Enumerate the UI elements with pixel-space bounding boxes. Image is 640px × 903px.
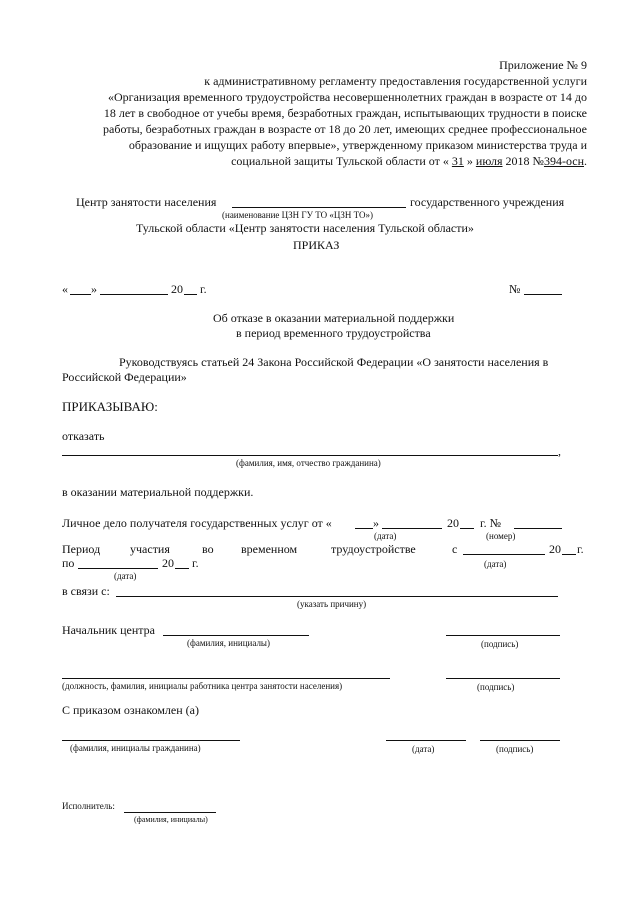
- approval-order-number: 394-осн: [543, 154, 584, 168]
- personal-file-date-caption: (дата): [374, 531, 397, 541]
- approval-period: .: [584, 154, 587, 168]
- acquainted-sign-caption: (подпись): [496, 744, 534, 754]
- head-sign-caption: (подпись): [481, 639, 519, 649]
- acquainted-label: С приказом ознакомлен (а): [62, 703, 199, 717]
- acquainted-name-blank: [62, 740, 240, 741]
- period-word-4: временном: [241, 542, 298, 556]
- approval-quote: »: [466, 154, 473, 168]
- subject-line-1: Об отказе в оказании материальной поддержки: [213, 311, 455, 325]
- period-end-year: 20: [162, 556, 174, 570]
- order-year: 20: [171, 282, 183, 296]
- basis-line-1: Руководствуясь статьей 24 Закона Российской Федерации «О занятости населения в: [119, 355, 549, 369]
- regulation-line-6: [231, 154, 587, 169]
- executor-blank: [124, 812, 216, 813]
- worker-sign-blank: [446, 678, 560, 679]
- executor-caption: (фамилия, инициалы): [134, 815, 208, 824]
- period-start-caption: (дата): [484, 559, 507, 569]
- period-to-label: по: [62, 556, 75, 570]
- reason-blank: [116, 596, 558, 597]
- citizen-name-comma: ,: [558, 444, 561, 458]
- document-title: ПРИКАЗ: [293, 238, 340, 252]
- acquainted-date-blank: [386, 740, 466, 741]
- worker-caption: (должность, фамилия, инициалы работника центра занятости населения): [62, 681, 343, 691]
- order-month-blank: [100, 294, 168, 295]
- order-number-blank: [524, 294, 562, 295]
- period-end-year-suffix: г.: [192, 556, 199, 570]
- acquainted-name-caption: (фамилия, инициалы гражданина): [70, 743, 201, 753]
- basis-line-2: Российской Федерации»: [62, 370, 187, 384]
- worker-name-blank: [62, 678, 390, 679]
- period-word-3: во: [202, 542, 214, 556]
- head-name-blank: [163, 635, 309, 636]
- head-label: Начальник центра: [62, 623, 155, 637]
- head-name-caption: (фамилия, инициалы): [187, 638, 270, 648]
- org-name-caption: (наименование ЦЗН ГУ ТО «ЦЗН ТО»): [222, 210, 373, 220]
- approval-year-no: 2018 №: [505, 154, 544, 168]
- acquainted-date-caption: (дата): [412, 744, 435, 754]
- order-heading: ПРИКАЗЫВАЮ:: [62, 399, 158, 414]
- period-end-year-blank: [175, 568, 189, 569]
- period-end-blank: [78, 568, 158, 569]
- order-date-open: «: [62, 282, 68, 296]
- order-date-close: »: [91, 282, 97, 296]
- support-line: в оказании материальной поддержки.: [62, 485, 254, 499]
- period-start-year: 20: [549, 542, 561, 556]
- org-name-blank: [232, 207, 406, 208]
- period-word-6: с: [452, 542, 458, 556]
- personal-file-day-blank: [355, 528, 373, 529]
- regulation-line-5: образование и ищущих работу впервые», утвержденному приказом министерства труда и: [128, 138, 587, 152]
- reason-caption: (указать причину): [297, 599, 367, 609]
- personal-file-month-blank: [382, 528, 442, 529]
- appendix-number: Приложение № 9: [499, 58, 587, 72]
- org-line-2: Тульской области «Центр занятости населения Тульской области»: [136, 221, 474, 235]
- period-word-5: трудоустройстве: [331, 542, 416, 556]
- period-start-year-suffix: г.: [577, 542, 584, 556]
- period-start-year-blank: [562, 554, 576, 555]
- org-label-right: государственного учреждения: [410, 195, 565, 209]
- period-start-blank: [463, 554, 545, 555]
- period-word-2: участия: [130, 542, 170, 556]
- regulation-line-4: работы, безработных граждан в возрасте от 18 до 20 лет, имеющих среднее профессиональное: [103, 122, 587, 136]
- personal-file-close: »: [373, 516, 379, 530]
- regulation-line-2: «Организация временного трудоустройства несовершеннолетних граждан в возрасте от 14 до: [108, 90, 587, 104]
- personal-file-year-blank: [460, 528, 474, 529]
- personal-file-year: 20: [447, 516, 459, 530]
- reason-label: в связи с:: [62, 584, 110, 598]
- refuse-label: отказать: [62, 429, 105, 443]
- personal-file-number-blank: [514, 528, 562, 529]
- executor-label: Исполнитель:: [62, 801, 115, 811]
- citizen-name-blank: [62, 455, 558, 456]
- subject-line-2: в период временного трудоустройства: [236, 326, 431, 340]
- personal-file-number-caption: (номер): [486, 531, 516, 541]
- period-end-caption: (дата): [114, 571, 137, 581]
- regulation-line-1: к административному регламенту предоставления государственной услуги: [204, 74, 587, 88]
- org-label-left: Центр занятости населения: [76, 195, 217, 209]
- order-year-blank: [184, 294, 197, 295]
- acquainted-sign-blank: [480, 740, 560, 741]
- citizen-name-caption: (фамилия, имя, отчество гражданина): [236, 458, 381, 468]
- approval-month: июля: [475, 154, 503, 168]
- order-day-blank: [70, 294, 91, 295]
- personal-file-year-suffix: г. №: [480, 516, 502, 530]
- regulation-line-3: 18 лет в свободное от учебы время, безработных граждан, испытывающих трудности в поиске: [103, 106, 587, 120]
- order-number-label: №: [509, 282, 521, 296]
- worker-sign-caption: (подпись): [477, 682, 515, 692]
- approval-prefix: социальной защиты Тульской области от «: [231, 154, 449, 168]
- order-year-suffix: г.: [200, 282, 207, 296]
- personal-file-label: Личное дело получателя государственных услуг от «: [62, 516, 332, 530]
- period-word-1: Период: [62, 542, 101, 556]
- head-sign-blank: [446, 635, 560, 636]
- approval-day: 31: [451, 154, 464, 168]
